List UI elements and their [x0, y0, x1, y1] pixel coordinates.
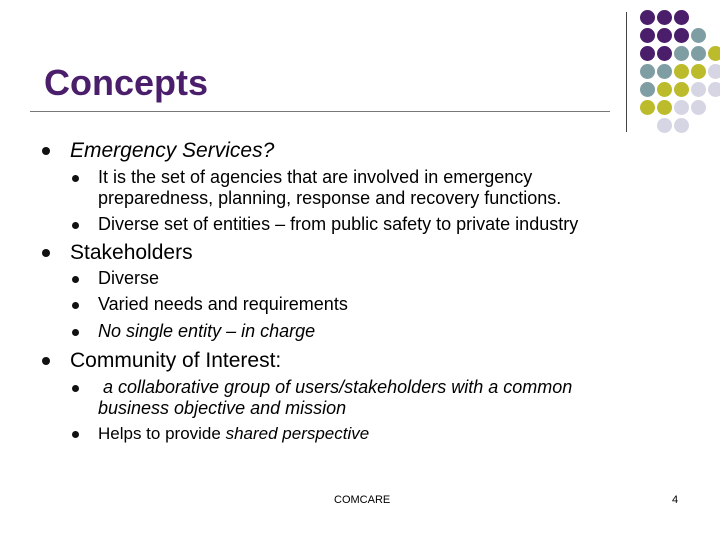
dot: [640, 28, 655, 43]
dot: [691, 82, 706, 97]
bullet-dot: [42, 249, 50, 257]
vertical-divider: [626, 12, 627, 132]
sub-bullet-dot: [72, 222, 79, 229]
dot: [674, 82, 689, 97]
sub-bullet-varied-needs: Varied needs and requirements: [98, 294, 348, 314]
dot: [657, 10, 672, 25]
sub-bullet-dot: [72, 431, 79, 438]
slide-title: Concepts: [44, 62, 209, 103]
sub-bullet-shared-perspective: [98, 423, 658, 444]
dot: [640, 100, 655, 115]
dot: [657, 82, 672, 97]
sub-bullet-definition-line2: preparedness, planning, response and recovery functions.: [98, 188, 562, 208]
dot: [691, 46, 706, 61]
dot: [708, 64, 720, 79]
dot: [657, 100, 672, 115]
sub-bullet-definition-line1: It is the set of agencies that are involved in emergency: [98, 167, 533, 187]
bullet-emergency-services: Emergency Services?: [70, 139, 275, 162]
bullet-dot: [42, 147, 50, 155]
dot: [657, 64, 672, 79]
sub-bullet-no-single-entity: No single entity – in charge: [98, 321, 316, 341]
dot: [674, 10, 689, 25]
sub-bullet-diverse: Diverse: [98, 268, 160, 288]
dot: [674, 100, 689, 115]
dot: [640, 82, 655, 97]
dot: [674, 64, 689, 79]
shared-perspective-emphasis: shared perspective: [225, 424, 370, 443]
sub-bullet-collaborative-line1: a collaborative group of users/stakeholders with a common: [98, 377, 573, 397]
sub-bullet-dot: [72, 276, 79, 283]
sub-bullet-dot: [72, 329, 79, 336]
sub-bullet-dot: [72, 175, 79, 182]
dot: [640, 46, 655, 61]
dot: [691, 64, 706, 79]
dot: [640, 64, 655, 79]
shared-perspective-prefix: Helps to provide: [98, 424, 226, 443]
sub-bullet-dot: [72, 302, 79, 309]
dot: [674, 46, 689, 61]
bullet-community-of-interest: Community of Interest:: [70, 349, 282, 372]
dot: [640, 10, 655, 25]
dot: [674, 28, 689, 43]
dot: [657, 28, 672, 43]
dot: [708, 46, 720, 61]
dot: [657, 118, 672, 133]
dot: [674, 118, 689, 133]
bullet-dot: [42, 357, 50, 365]
dot: [657, 46, 672, 61]
page-number: 4: [672, 494, 679, 506]
footer-label: COMCARE: [334, 494, 391, 506]
sub-bullet-dot: [72, 385, 79, 392]
dot: [691, 28, 706, 43]
dot: [708, 82, 720, 97]
title-underline: [30, 111, 610, 112]
sub-bullet-diverse-entities: Diverse set of entities – from public safety to private industry: [98, 214, 579, 234]
sub-bullet-collaborative-line2: business objective and mission: [98, 398, 347, 418]
dot: [691, 100, 706, 115]
bullet-stakeholders: Stakeholders: [70, 241, 193, 264]
